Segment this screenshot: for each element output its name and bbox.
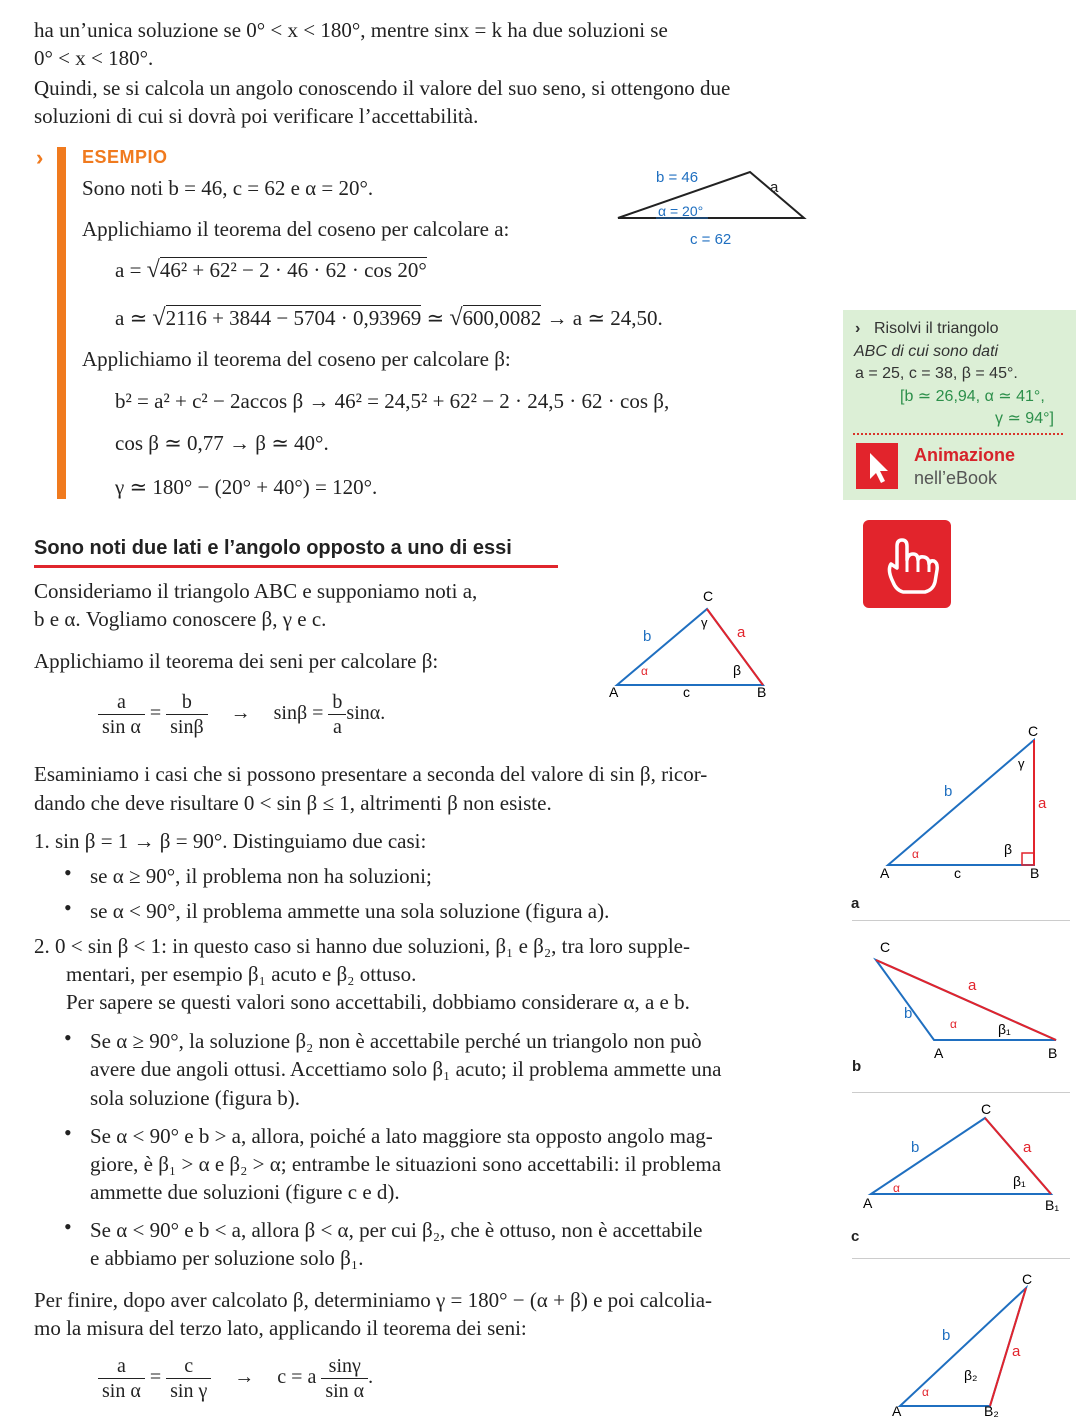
example-eq-4: cos β ≃ 0,77 → β ≃ 40°. [115, 431, 329, 455]
fig-b-A: A [934, 1045, 944, 1061]
case-2-bullet-3b: e abbiamo per soluzione solo β₁. [90, 1246, 364, 1270]
f2-d2: sin γ [170, 1380, 208, 1402]
intro-line-3: Quindi, se si calcola un angolo conoscendo il valore del suo seno, si ottengono due [34, 76, 731, 100]
example-step-2: Applichiamo il teorema del coseno per calcolare β: [82, 347, 511, 371]
case-2-bullet-1a: Se α ≥ 90°, la soluzione β₂ non è accettabile perché un triangolo non può [90, 1029, 702, 1053]
example-given: Sono noti b = 46, c = 62 e α = 20°. [82, 176, 374, 200]
case-2-line-1: 2. 0 < sin β < 1: in questo caso si hanno due soluzioni, β₁ e β₂, tra loro supple- [34, 934, 690, 958]
fig-b-side-a [876, 960, 1056, 1040]
f1-tail: sinα. [346, 702, 386, 725]
figure-separator [852, 920, 1070, 921]
fig-a-beta: β [1004, 841, 1013, 857]
fig-c-alpha: α [893, 1181, 900, 1195]
heading-underline [34, 565, 558, 568]
exercise-divider [853, 433, 1063, 435]
figure-b-label: b [852, 1058, 862, 1075]
eq-2-radicand-2: 600,0082 [462, 306, 542, 330]
fig-a-A: A [880, 865, 890, 881]
tri-gamma: γ [701, 615, 708, 630]
eq-2-radicand-1: 2116 + 3844 − 5704 · 0,93969 [165, 306, 422, 330]
exercise-answer-2: γ ≃ 94°] [995, 410, 1054, 427]
exercise-line-3: a = 25, c = 38, β = 45°. [855, 365, 1018, 382]
example-step-1: Applichiamo il teorema del coseno per calcolare a: [82, 217, 510, 241]
abc-triangle [617, 609, 763, 685]
figure-separator [852, 1258, 1070, 1259]
fig-d-C: C [1022, 1271, 1033, 1287]
section-p2: Applichiamo il teorema dei seni per calcolare β: [34, 649, 439, 673]
fig-d-beta: β₂ [964, 1367, 978, 1383]
fig-b-b: b [904, 1005, 913, 1022]
example-fig-b: b = 46 [656, 169, 699, 186]
f2-n1: a [98, 1354, 145, 1379]
exercise-answer-1: [b ≃ 26,94, α ≃ 41°, [900, 388, 1045, 405]
fig-a-B: B [1030, 865, 1040, 881]
bullet-icon: • [64, 895, 72, 920]
tri-B: B [757, 684, 767, 700]
tri-alpha: α [641, 664, 648, 678]
eq-1-radicand: 46² + 62² − 2 · 46 · 62 · cos 20° [159, 258, 427, 282]
example-eq-1 [115, 256, 427, 284]
abc-triangle-figure [605, 585, 785, 705]
fig-a-b: b [944, 783, 953, 800]
section-p1a: Consideriamo il triangolo ABC e supponiamo noti a, [34, 579, 478, 603]
case-2-bullet-2b: giore, è β₁ > α e β₂ > α; entrambe le situazioni sono accettabili: il problema [90, 1152, 722, 1176]
section-p1b: b e α. Vogliamo conoscere β, γ e c. [34, 607, 327, 631]
section-heading: Sono noti due lati e l’angolo opposto a uno di essi [34, 537, 512, 559]
fig-a-C: C [1028, 723, 1039, 739]
fig-a-triangle [888, 740, 1034, 865]
fig-c-C: C [981, 1101, 992, 1117]
example-triangle-figure [610, 160, 820, 255]
animation-title[interactable]: Animazione [914, 445, 1016, 465]
bullet-icon: • [64, 860, 72, 885]
case-2-line-3: Per sapere se questi valori sono accettabili, dobbiamo considerare α, a e b. [66, 990, 690, 1014]
example-eq-5: γ ≃ 180° − (20° + 40°) = 120°. [115, 475, 378, 499]
f2-arrow: → [234, 1366, 255, 1389]
bullet-icon: • [64, 1120, 72, 1145]
fig-a-gamma: γ [1018, 756, 1025, 771]
eq-1-lhs: a = [115, 258, 142, 282]
hand-touch-button[interactable] [863, 520, 951, 608]
animation-cursor-icon[interactable] [856, 443, 898, 489]
section-p3b: dando che deve risultare 0 < sin β ≤ 1, altrimenti β non esiste. [34, 791, 552, 815]
fig-a-alpha: α [912, 847, 919, 861]
tri-A: A [609, 684, 619, 700]
sqrt-icon: √ [152, 305, 166, 331]
fig-c-beta: β₁ [1013, 1173, 1026, 1189]
f2-d3: sin α [325, 1380, 365, 1402]
f1-d3: a [332, 716, 342, 738]
exercise-line-1: Risolvi il triangolo [874, 320, 999, 337]
intro-line-1: ha un’unica soluzione se 0° < x < 180°, mentre sinx = k ha due soluzioni se [34, 18, 668, 42]
tri-a: a [737, 624, 746, 641]
f1-n2: b [166, 690, 208, 715]
f1-d2: sinβ [170, 716, 204, 738]
eq-2-approx: ≃ [426, 306, 445, 330]
example-fig-a: a [770, 179, 779, 196]
right-angle-icon [1022, 853, 1034, 865]
case-2-bullet-3a: Se α < 90° e b < a, allora β < α, per cui β₂, che è ottuso, non è accettabile [90, 1218, 703, 1242]
eq-2-tail: → a ≃ 24,50. [546, 306, 663, 330]
fig-d-a: a [1012, 1343, 1021, 1360]
fig-c-B: B₁ [1045, 1197, 1060, 1213]
fig-d-b: b [942, 1327, 951, 1344]
fig-a-a: a [1038, 795, 1047, 812]
fig-c-A: A [863, 1195, 873, 1211]
fig-b-alpha: α [950, 1017, 957, 1031]
formula-2 [98, 1354, 373, 1403]
figure-a [870, 720, 1070, 885]
case-1-bullet-2: se α < 90°, il problema ammette una sola soluzione (figura a). [90, 899, 610, 923]
f2-n2: c [166, 1354, 211, 1379]
case-2-bullet-1b: avere due angoli ottusi. Accettiamo solo β₁ acuto; il problema ammette una [90, 1057, 722, 1081]
example-eq-3: b² = a² + c² − 2accos β → 46² = 24,5² + 62² − 2 · 24,5 · 62 · cos β, [115, 389, 670, 413]
section-p3a: Esaminiamo i casi che si possono presentare a seconda del valore di sin β, ricor- [34, 762, 708, 786]
figure-separator [852, 1092, 1070, 1093]
fig-b-a: a [968, 977, 977, 994]
f2-n3: sinγ [321, 1354, 368, 1379]
sqrt-icon: √ [146, 257, 160, 283]
bullet-icon: • [64, 1214, 72, 1239]
fig-b-C: C [880, 939, 891, 955]
sqrt-icon: √ [449, 305, 463, 331]
eq-2-lhs: a ≃ [115, 306, 148, 330]
section-p4a: Per finire, dopo aver calcolato β, determiniamo γ = 180° − (α + β) e poi calcolia- [34, 1288, 713, 1312]
example-eq-2 [115, 304, 663, 332]
tri-b: b [643, 628, 652, 645]
f2-tail: . [368, 1366, 374, 1389]
figure-c-label: c [851, 1228, 860, 1245]
intro-line-2: 0° < x < 180°. [34, 46, 154, 70]
fig-c-b: b [911, 1139, 920, 1156]
fig-b-B: B [1048, 1045, 1058, 1061]
case-1-bullet-1: se α ≥ 90°, il problema non ha soluzioni; [90, 864, 432, 888]
case-1: 1. sin β = 1 → β = 90°. Distinguiamo due casi: [34, 829, 427, 853]
f1-eq: = [149, 702, 162, 725]
figure-b [870, 930, 1070, 1065]
fig-b-beta: β₁ [998, 1021, 1011, 1037]
example-fig-c: c = 62 [690, 231, 732, 248]
f2-d1: sin α [102, 1380, 141, 1402]
tri-c: c [683, 684, 690, 700]
f2-eq: = [149, 1366, 162, 1389]
f1-result: sinβ = [273, 702, 324, 725]
section-p4b: mo la misura del terzo lato, applicando il teorema dei seni: [34, 1316, 527, 1340]
intro-line-4: soluzioni di cui si dovrà poi verificare l’accettabilità. [34, 104, 479, 128]
bullet-icon: • [64, 1025, 72, 1050]
f2-result: c = a [277, 1366, 317, 1389]
fig-d-B: B₂ [984, 1403, 999, 1419]
fig-d-alpha: α [922, 1385, 929, 1399]
case-2-bullet-2c: ammette due soluzioni (figure c e d). [90, 1180, 400, 1204]
example-bar [57, 147, 66, 499]
case-2-bullet-1c: sola soluzione (figura b). [90, 1086, 300, 1110]
exercise-line-2: ABC di cui sono dati [854, 343, 999, 360]
case-2-bullet-2a: Se α < 90° e b > a, allora, poiché a lato maggiore sta opposto angolo mag- [90, 1124, 713, 1148]
example-chevron-icon: › [36, 145, 44, 170]
tri-C: C [703, 588, 714, 604]
figure-a-label: a [851, 895, 860, 912]
fig-d-A: A [892, 1403, 902, 1419]
animation-subtitle: nell’eBook [914, 468, 998, 488]
f1-n3: b [328, 690, 346, 715]
f1-n1: a [98, 690, 145, 715]
figure-c [855, 1098, 1070, 1223]
f1-arrow: → [230, 702, 251, 725]
figure-d [880, 1268, 1070, 1420]
f1-d1: sin α [102, 716, 141, 738]
tri-beta: β [733, 662, 742, 678]
fig-a-c: c [954, 865, 961, 881]
example-title: ESEMPIO [82, 147, 168, 167]
example-fig-alpha: α = 20° [658, 203, 704, 219]
formula-1 [98, 690, 385, 739]
fig-c-a: a [1023, 1139, 1032, 1156]
case-2-line-2: mentari, per esempio β₁ acuto e β₂ ottuso. [66, 962, 417, 986]
exercise-arrow-icon: › [855, 320, 861, 337]
hand-touch-icon [863, 520, 951, 608]
